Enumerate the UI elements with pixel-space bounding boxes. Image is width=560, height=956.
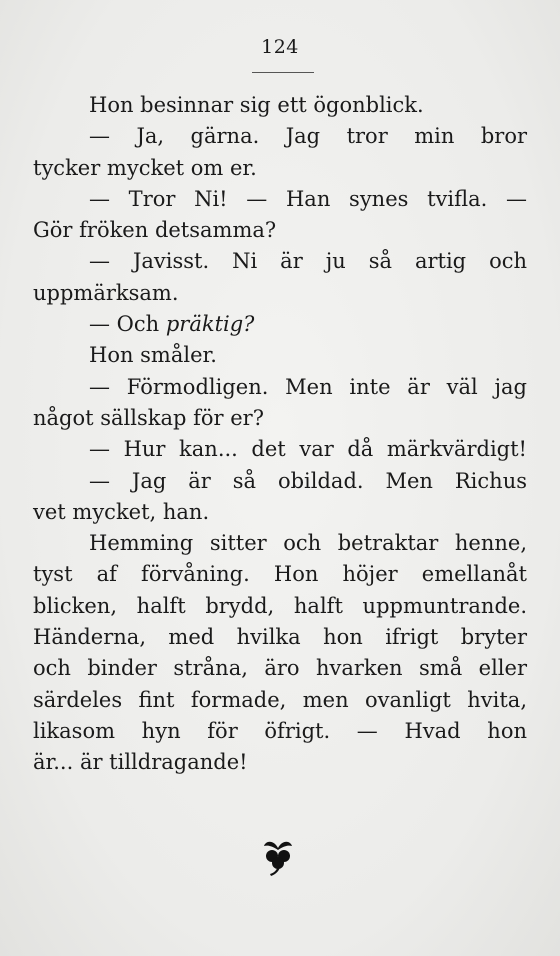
text-line: Hon småler. [89,343,217,368]
text-line: — Och präktig? [89,312,255,337]
text-line: särdeles fint formade, men ovanligt hvita, [33,687,527,712]
header-rule [252,72,314,73]
text-line: — Jag är så obildad. Men Richus [89,468,527,493]
text-line: — Förmodligen. Men inte är väl jag [89,374,527,399]
floral-ornament-icon [258,838,298,878]
text-line: — Hur kan... det var då märkvärdigt! [89,437,527,462]
text-line: uppmärksam. [33,280,179,305]
text-line: är... är tilldragande! [33,750,248,775]
text-line: tycker mycket om er. [33,155,257,180]
text-line: — Javisst. Ni är ju så artig och [89,249,527,274]
emphasized-word: präktig? [165,312,255,337]
text-line: Hon besinnar sig ett ögonblick. [89,93,424,117]
text-line: — Tror Ni! — Han synes tvifla. — [89,186,527,211]
text-line: Hemming sitter och betraktar henne, [89,531,527,556]
text-line: likasom hyn för öfrigt. — Hvad hon [33,718,527,743]
text-line: tyst af förvåning. Hon höjer emellanåt [33,562,527,587]
text-line: och binder stråna, äro hvarken små eller [33,656,527,681]
page-number: 124 [261,36,299,58]
text-line: något sällskap för er? [33,405,264,430]
text-line: Gör fröken detsamma? [33,218,277,243]
text-line: — Ja, gärna. Jag tror min bror [89,124,527,149]
text-line: blicken, halft brydd, halft uppmuntrande. [33,593,527,618]
text-line: vet mycket, han. [33,499,210,524]
text-line: Händerna, med hvilka hon ifrigt bryter [33,625,527,650]
body-text [33,90,527,779]
